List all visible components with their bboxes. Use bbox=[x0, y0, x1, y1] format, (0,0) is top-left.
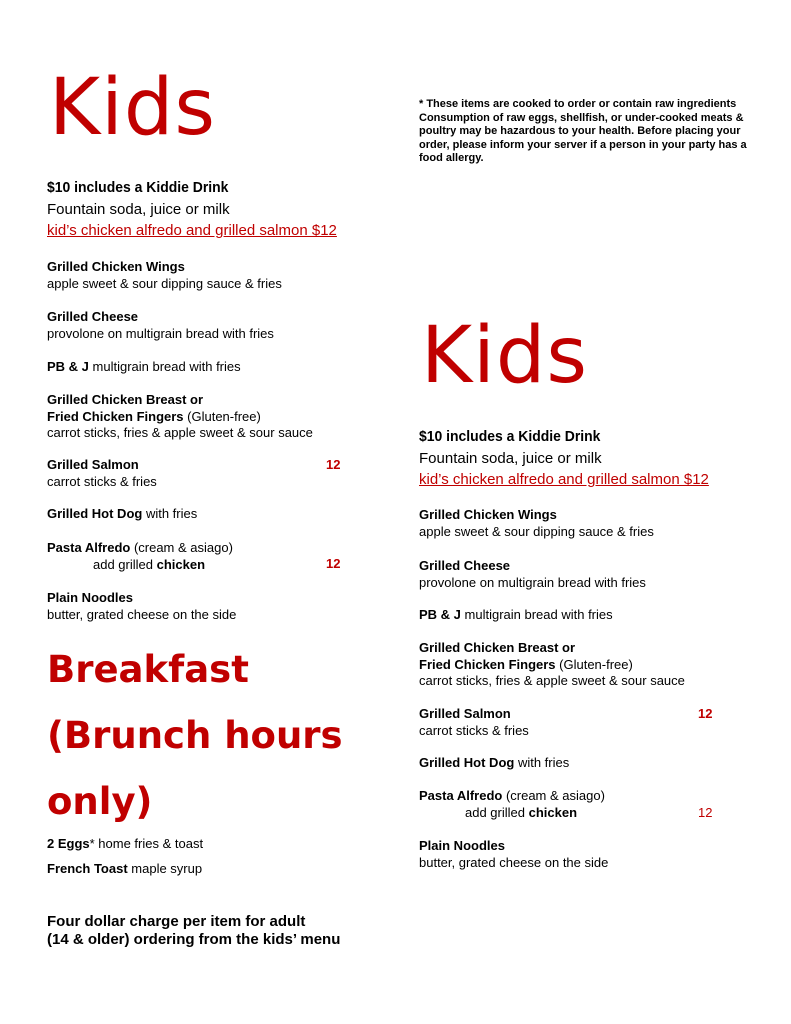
item-desc: provolone on multigrain bread with fries bbox=[47, 325, 274, 341]
item-suffix: (Gluten-free) bbox=[555, 656, 633, 672]
special-link[interactable]: kid’s chicken alfredo and grilled salmon $12 bbox=[419, 471, 709, 488]
item-desc: butter, grated cheese on the side bbox=[47, 606, 237, 622]
breakfast-item-french-toast bbox=[47, 861, 202, 878]
menu-item-grilled-salmon bbox=[47, 457, 157, 490]
addon-price: 12 bbox=[326, 556, 341, 571]
item-name: 2 Eggs bbox=[47, 836, 90, 851]
breakfast-heading bbox=[47, 637, 343, 835]
menu-item-grilled-cheese bbox=[419, 558, 646, 591]
item-desc: carrot sticks & fries bbox=[419, 722, 529, 738]
special-link[interactable]: kid’s chicken alfredo and grilled salmon $12 bbox=[47, 222, 337, 239]
item-desc: carrot sticks & fries bbox=[47, 473, 157, 489]
breakfast-line-3: only) bbox=[47, 780, 153, 823]
menu-item-grilled-salmon bbox=[419, 706, 529, 739]
kiddie-drink-options: Fountain soda, juice or milk bbox=[47, 201, 230, 218]
kiddie-drink-heading: $10 includes a Kiddie Drink bbox=[47, 179, 229, 196]
item-desc: butter, grated cheese on the side bbox=[419, 854, 609, 870]
allergy-notice: * These items are cooked to order or contain raw ingredients Consumption of raw eggs, shellfish, or under-cooked meats & poultry may be hazardous to your health. Before placing your order, please inform your server if a person in your party has a food allergy. bbox=[419, 98, 747, 164]
item-name: Pasta Alfredo bbox=[47, 540, 131, 555]
adult-charge-note bbox=[47, 913, 340, 949]
kids-title-right: Kids bbox=[421, 311, 588, 401]
menu-item-chicken-wings bbox=[47, 259, 282, 292]
menu-item-pasta-alfredo bbox=[47, 540, 233, 573]
item-name: Grilled Cheese bbox=[419, 558, 511, 573]
item-price: 12 bbox=[698, 706, 713, 721]
item-name: PB & J bbox=[419, 607, 461, 622]
menu-item-plain-noodles bbox=[47, 590, 236, 623]
item-name: Pasta Alfredo bbox=[419, 788, 503, 803]
breakfast-item-eggs bbox=[47, 836, 203, 853]
item-suffix: multigrain bread with fries bbox=[460, 607, 613, 622]
item-name: Grilled Hot Dog bbox=[47, 506, 143, 521]
menu-item-plain-noodles bbox=[419, 838, 608, 871]
item-suffix: (cream & asiago) bbox=[502, 788, 605, 803]
item-desc: apple sweet & sour dipping sauce & fries bbox=[47, 275, 282, 291]
addon-text: add grilled chicken bbox=[93, 556, 206, 572]
item-name: PB & J bbox=[47, 359, 89, 374]
item-name: French Toast bbox=[47, 861, 128, 876]
adult-charge-line-1: Four dollar charge per item for adult bbox=[47, 913, 306, 930]
addon-price: 12 bbox=[698, 805, 713, 820]
item-name: Grilled Chicken Breast or bbox=[419, 640, 576, 655]
menu-item-chicken-breast-fingers bbox=[47, 392, 313, 442]
item-name: Grilled Chicken Breast or bbox=[47, 392, 204, 407]
menu-item-pasta-alfredo bbox=[419, 788, 605, 821]
item-suffix: maple syrup bbox=[127, 861, 203, 876]
item-name: Grilled Chicken Wings bbox=[419, 507, 557, 522]
item-name: Grilled Chicken Wings bbox=[47, 259, 185, 274]
kiddie-drink-options: Fountain soda, juice or milk bbox=[419, 450, 602, 467]
adult-charge-line-2: (14 & older) ordering from the kids’ menu bbox=[47, 931, 341, 948]
menu-item-pbj bbox=[419, 607, 613, 624]
item-name: Plain Noodles bbox=[47, 590, 133, 605]
menu-item-chicken-wings bbox=[419, 507, 654, 540]
item-name: Grilled Salmon bbox=[47, 457, 139, 472]
menu-item-pbj bbox=[47, 359, 241, 376]
breakfast-line-1: Breakfast bbox=[47, 648, 249, 691]
item-desc: carrot sticks, fries & apple sweet & sour sauce bbox=[47, 425, 313, 440]
item-suffix: (cream & asiago) bbox=[130, 540, 233, 555]
item-name: Plain Noodles bbox=[419, 838, 505, 853]
menu-item-hot-dog bbox=[47, 506, 197, 523]
item-name-2: Fried Chicken Fingers bbox=[419, 656, 556, 672]
item-suffix: with fries bbox=[142, 506, 198, 521]
item-desc: carrot sticks, fries & apple sweet & sour sauce bbox=[419, 673, 685, 688]
item-name: Grilled Cheese bbox=[47, 309, 139, 324]
item-desc: provolone on multigrain bread with fries bbox=[419, 574, 646, 590]
item-suffix: with fries bbox=[514, 755, 570, 770]
breakfast-line-2: (Brunch hours bbox=[47, 714, 343, 757]
addon-text: add grilled chicken bbox=[465, 804, 578, 820]
item-name: Grilled Salmon bbox=[419, 706, 511, 721]
kiddie-drink-heading: $10 includes a Kiddie Drink bbox=[419, 428, 601, 445]
menu-item-hot-dog bbox=[419, 755, 569, 772]
item-name: Grilled Hot Dog bbox=[419, 755, 515, 770]
menu-item-chicken-breast-fingers bbox=[419, 640, 685, 690]
item-suffix: (Gluten-free) bbox=[183, 408, 261, 424]
item-price: 12 bbox=[326, 457, 341, 472]
item-desc: apple sweet & sour dipping sauce & fries bbox=[419, 523, 654, 539]
item-suffix: multigrain bread with fries bbox=[88, 359, 241, 374]
kids-title-left: Kids bbox=[49, 63, 216, 153]
menu-item-grilled-cheese bbox=[47, 309, 274, 342]
item-name-2: Fried Chicken Fingers bbox=[47, 408, 184, 424]
item-suffix: * home fries & toast bbox=[89, 836, 204, 851]
